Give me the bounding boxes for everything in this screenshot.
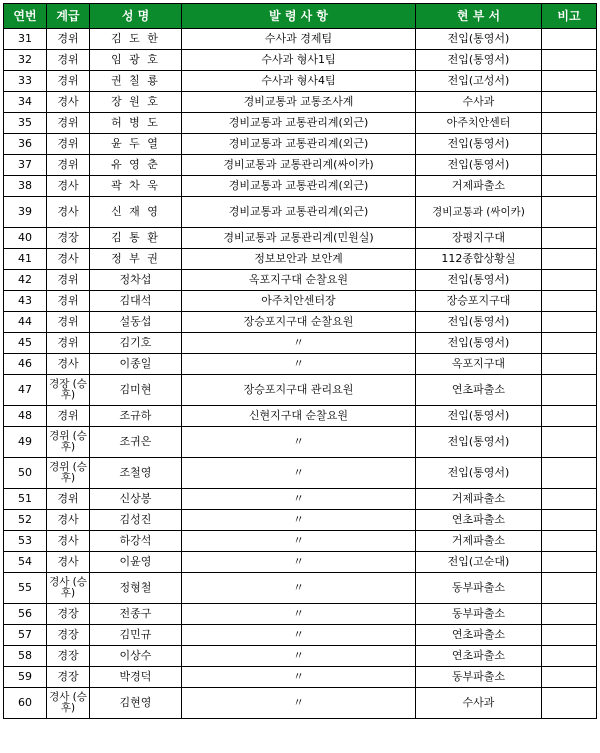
row-dept: 전입(통영서) xyxy=(416,155,542,176)
row-order: 〃 xyxy=(182,531,416,552)
row-note xyxy=(542,113,597,134)
row-name: 김미현 xyxy=(90,375,182,406)
row-name: 김 도 한 xyxy=(90,29,182,50)
table-row xyxy=(4,667,597,688)
row-rank: 경장 xyxy=(47,646,90,667)
row-number: 58 xyxy=(4,646,47,667)
row-name: 권 칠 룡 xyxy=(90,71,182,92)
row-note xyxy=(542,50,597,71)
row-name: 김기호 xyxy=(90,333,182,354)
row-name: 신상봉 xyxy=(90,489,182,510)
table-row xyxy=(4,291,597,312)
row-number: 31 xyxy=(4,29,47,50)
row-order: 〃 xyxy=(182,573,416,604)
header-order: 발 령 사 항 xyxy=(182,4,416,29)
row-name: 김대석 xyxy=(90,291,182,312)
row-rank: 경장 xyxy=(47,667,90,688)
table-row xyxy=(4,489,597,510)
row-dept: 거제파출소 xyxy=(416,176,542,197)
table-row xyxy=(4,427,597,458)
row-note xyxy=(542,667,597,688)
row-note xyxy=(542,489,597,510)
row-rank: 경위 xyxy=(47,29,90,50)
header-name: 성 명 xyxy=(90,4,182,29)
row-order: 수사과 형사4팀 xyxy=(182,71,416,92)
row-number: 54 xyxy=(4,552,47,573)
row-order: 경비교통과 교통관리계(외근) xyxy=(182,176,416,197)
row-number: 48 xyxy=(4,406,47,427)
row-number: 44 xyxy=(4,312,47,333)
row-number: 51 xyxy=(4,489,47,510)
header-no: 연번 xyxy=(4,4,47,29)
table-row xyxy=(4,29,597,50)
row-name: 김민규 xyxy=(90,625,182,646)
table-row xyxy=(4,458,597,489)
row-rank: 경위 xyxy=(47,291,90,312)
row-note xyxy=(542,573,597,604)
row-dept: 거제파출소 xyxy=(416,531,542,552)
row-dept: 연초파출소 xyxy=(416,625,542,646)
row-rank: 경사 (승후) xyxy=(47,688,90,719)
row-rank: 경사 xyxy=(47,92,90,113)
row-rank: 경위 xyxy=(47,312,90,333)
row-name: 조철영 xyxy=(90,458,182,489)
row-rank: 경위 xyxy=(47,71,90,92)
table-row xyxy=(4,155,597,176)
table-row xyxy=(4,552,597,573)
table-row xyxy=(4,197,597,228)
row-rank: 경위 xyxy=(47,406,90,427)
row-order: 〃 xyxy=(182,354,416,375)
table-row xyxy=(4,531,597,552)
row-dept: 장평지구대 xyxy=(416,228,542,249)
row-order: 〃 xyxy=(182,688,416,719)
row-rank: 경위 xyxy=(47,134,90,155)
row-number: 43 xyxy=(4,291,47,312)
row-number: 57 xyxy=(4,625,47,646)
row-name: 허 병 도 xyxy=(90,113,182,134)
table-row xyxy=(4,270,597,291)
row-note xyxy=(542,155,597,176)
row-number: 50 xyxy=(4,458,47,489)
row-note xyxy=(542,92,597,113)
row-rank: 경장 xyxy=(47,604,90,625)
row-order: 〃 xyxy=(182,489,416,510)
row-name: 조규하 xyxy=(90,406,182,427)
row-order: 〃 xyxy=(182,458,416,489)
table-row xyxy=(4,646,597,667)
row-note xyxy=(542,531,597,552)
row-dept: 동부파출소 xyxy=(416,573,542,604)
row-note xyxy=(542,134,597,155)
row-note xyxy=(542,197,597,228)
row-order: 수사과 형사1팀 xyxy=(182,50,416,71)
row-order: 〃 xyxy=(182,625,416,646)
table-row xyxy=(4,92,597,113)
row-name: 김성진 xyxy=(90,510,182,531)
row-dept: 전입(통영서) xyxy=(416,134,542,155)
row-number: 33 xyxy=(4,71,47,92)
row-name: 조귀은 xyxy=(90,427,182,458)
row-name: 박경덕 xyxy=(90,667,182,688)
row-order: 신현지구대 순찰요원 xyxy=(182,406,416,427)
row-dept: 아주치안센터 xyxy=(416,113,542,134)
row-number: 39 xyxy=(4,197,47,228)
row-dept: 전입(고성서) xyxy=(416,71,542,92)
row-rank: 경위 (승후) xyxy=(47,458,90,489)
row-rank: 경사 xyxy=(47,249,90,270)
row-number: 41 xyxy=(4,249,47,270)
row-order: 경비교통과 교통관리계(외근) xyxy=(182,113,416,134)
row-dept: 전입(통영서) xyxy=(416,406,542,427)
row-order: 장승포지구대 순찰요원 xyxy=(182,312,416,333)
row-note xyxy=(542,406,597,427)
row-dept: 경비교통과 (싸이카) xyxy=(416,197,542,228)
row-note xyxy=(542,552,597,573)
row-name: 김현영 xyxy=(90,688,182,719)
row-name: 장 원 호 xyxy=(90,92,182,113)
row-order: 경비교통과 교통관리계(외근) xyxy=(182,134,416,155)
row-note xyxy=(542,375,597,406)
row-order: 정보보안과 보안계 xyxy=(182,249,416,270)
row-dept: 거제파출소 xyxy=(416,489,542,510)
row-dept: 전입(고순대) xyxy=(416,552,542,573)
row-dept: 전입(통영서) xyxy=(416,333,542,354)
row-note xyxy=(542,312,597,333)
row-number: 35 xyxy=(4,113,47,134)
row-rank: 경장 xyxy=(47,228,90,249)
row-number: 38 xyxy=(4,176,47,197)
row-name: 전종구 xyxy=(90,604,182,625)
row-name: 김 통 환 xyxy=(90,228,182,249)
row-rank: 경사 xyxy=(47,531,90,552)
row-note xyxy=(542,604,597,625)
row-note xyxy=(542,29,597,50)
table-row xyxy=(4,50,597,71)
row-order: 옥포지구대 순찰요원 xyxy=(182,270,416,291)
row-order: 장승포지구대 관리요원 xyxy=(182,375,416,406)
row-note xyxy=(542,354,597,375)
row-rank: 경위 xyxy=(47,50,90,71)
row-dept: 전입(통영서) xyxy=(416,29,542,50)
row-number: 55 xyxy=(4,573,47,604)
row-note xyxy=(542,291,597,312)
row-rank: 경장 (승후) xyxy=(47,375,90,406)
row-note xyxy=(542,333,597,354)
row-order: 경비교통과 교통관리계(민원실) xyxy=(182,228,416,249)
row-number: 37 xyxy=(4,155,47,176)
row-number: 36 xyxy=(4,134,47,155)
row-order: 경비교통과 교통관리계(외근) xyxy=(182,197,416,228)
row-number: 32 xyxy=(4,50,47,71)
header-rank: 계급 xyxy=(47,4,90,29)
header-row xyxy=(4,4,597,29)
table-row xyxy=(4,71,597,92)
table-row xyxy=(4,604,597,625)
table-row xyxy=(4,249,597,270)
row-number: 53 xyxy=(4,531,47,552)
row-name: 윤 두 열 xyxy=(90,134,182,155)
row-rank: 경위 xyxy=(47,333,90,354)
row-rank: 경사 xyxy=(47,552,90,573)
row-number: 47 xyxy=(4,375,47,406)
row-order: 경비교통과 교통조사계 xyxy=(182,92,416,113)
row-dept: 112종합상황실 xyxy=(416,249,542,270)
row-order: 아주치안센터장 xyxy=(182,291,416,312)
row-dept: 연초파출소 xyxy=(416,510,542,531)
row-dept: 옥포지구대 xyxy=(416,354,542,375)
table-row xyxy=(4,688,597,719)
table-row xyxy=(4,510,597,531)
row-number: 46 xyxy=(4,354,47,375)
row-dept: 수사과 xyxy=(416,92,542,113)
row-order: 〃 xyxy=(182,427,416,458)
row-rank: 경사 (승후) xyxy=(47,573,90,604)
row-name: 곽 차 욱 xyxy=(90,176,182,197)
row-note xyxy=(542,71,597,92)
table-row xyxy=(4,228,597,249)
row-order: 〃 xyxy=(182,333,416,354)
row-name: 이윤영 xyxy=(90,552,182,573)
row-number: 52 xyxy=(4,510,47,531)
row-order: 〃 xyxy=(182,604,416,625)
table-row xyxy=(4,312,597,333)
row-name: 신 재 영 xyxy=(90,197,182,228)
table-row xyxy=(4,354,597,375)
row-note xyxy=(542,270,597,291)
table-body xyxy=(4,29,597,719)
row-name: 정형철 xyxy=(90,573,182,604)
row-note xyxy=(542,249,597,270)
row-number: 56 xyxy=(4,604,47,625)
row-note xyxy=(542,176,597,197)
row-dept: 전입(통영서) xyxy=(416,270,542,291)
row-number: 45 xyxy=(4,333,47,354)
row-rank: 경사 xyxy=(47,197,90,228)
row-rank: 경사 xyxy=(47,354,90,375)
row-rank: 경위 xyxy=(47,113,90,134)
row-number: 60 xyxy=(4,688,47,719)
header-note: 비고 xyxy=(542,4,597,29)
personnel-table xyxy=(3,3,597,719)
row-order: 〃 xyxy=(182,667,416,688)
row-dept: 연초파출소 xyxy=(416,375,542,406)
row-name: 설동섭 xyxy=(90,312,182,333)
row-dept: 동부파출소 xyxy=(416,667,542,688)
table-row xyxy=(4,406,597,427)
row-dept: 전입(통영서) xyxy=(416,50,542,71)
row-rank: 경사 xyxy=(47,176,90,197)
row-name: 정 부 권 xyxy=(90,249,182,270)
row-dept: 전입(통영서) xyxy=(416,312,542,333)
row-number: 49 xyxy=(4,427,47,458)
row-note xyxy=(542,228,597,249)
row-order: 수사과 경제팀 xyxy=(182,29,416,50)
row-number: 59 xyxy=(4,667,47,688)
row-order: 〃 xyxy=(182,552,416,573)
table-row xyxy=(4,375,597,406)
row-note xyxy=(542,646,597,667)
row-number: 40 xyxy=(4,228,47,249)
row-dept: 장승포지구대 xyxy=(416,291,542,312)
row-rank: 경위 (승후) xyxy=(47,427,90,458)
row-note xyxy=(542,510,597,531)
row-number: 42 xyxy=(4,270,47,291)
table-row xyxy=(4,113,597,134)
row-name: 정차섭 xyxy=(90,270,182,291)
row-name: 이상수 xyxy=(90,646,182,667)
row-name: 이종일 xyxy=(90,354,182,375)
row-note xyxy=(542,427,597,458)
row-dept: 동부파출소 xyxy=(416,604,542,625)
table-row xyxy=(4,573,597,604)
row-name: 하강석 xyxy=(90,531,182,552)
row-name: 임 광 호 xyxy=(90,50,182,71)
row-dept: 연초파출소 xyxy=(416,646,542,667)
row-dept: 전입(통영서) xyxy=(416,458,542,489)
row-dept: 수사과 xyxy=(416,688,542,719)
row-rank: 경위 xyxy=(47,155,90,176)
row-order: 경비교통과 교통관리계(싸이카) xyxy=(182,155,416,176)
table-row xyxy=(4,625,597,646)
row-number: 34 xyxy=(4,92,47,113)
row-name: 유 영 춘 xyxy=(90,155,182,176)
row-rank: 경사 xyxy=(47,510,90,531)
row-rank: 경장 xyxy=(47,625,90,646)
row-note xyxy=(542,458,597,489)
row-rank: 경위 xyxy=(47,489,90,510)
row-order: 〃 xyxy=(182,510,416,531)
row-note xyxy=(542,688,597,719)
table-row xyxy=(4,333,597,354)
table-row xyxy=(4,134,597,155)
row-note xyxy=(542,625,597,646)
row-dept: 전입(통영서) xyxy=(416,427,542,458)
row-rank: 경위 xyxy=(47,270,90,291)
table-row xyxy=(4,176,597,197)
row-order: 〃 xyxy=(182,646,416,667)
header-dept: 현 부 서 xyxy=(416,4,542,29)
